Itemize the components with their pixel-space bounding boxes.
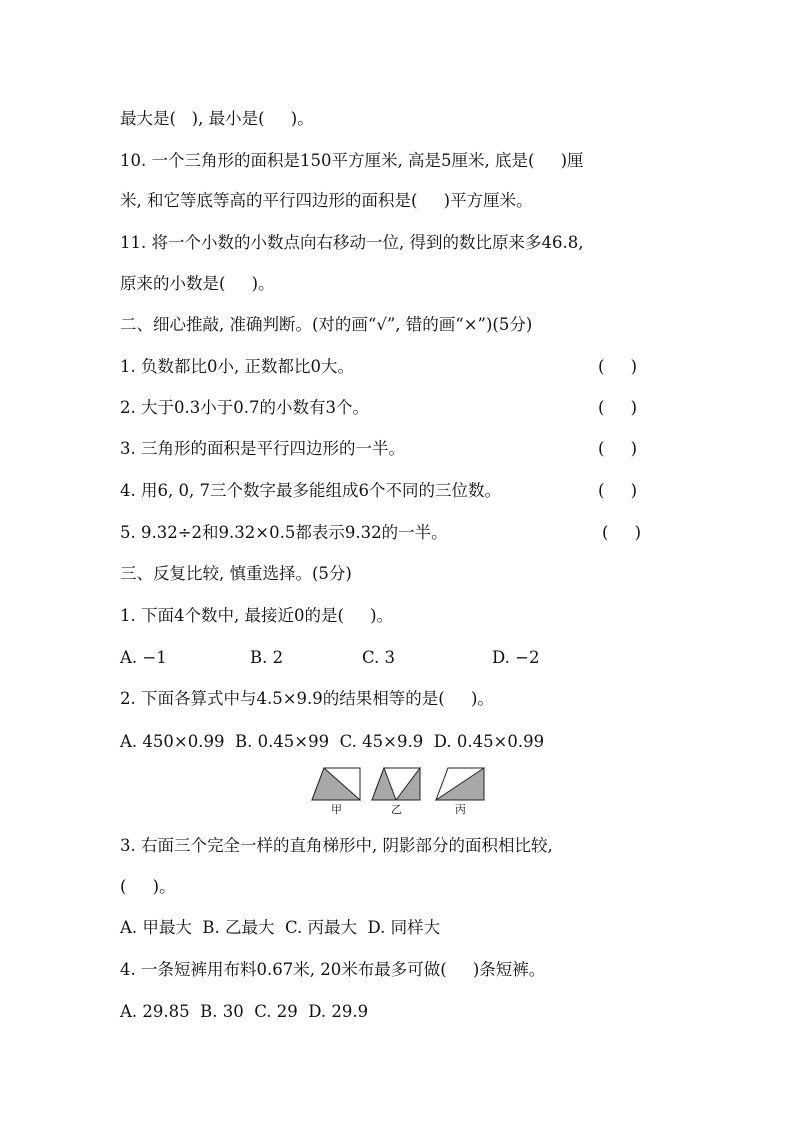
judge-answer-paren[interactable]: ( )	[598, 398, 638, 417]
figure-label-bing: 丙	[455, 803, 466, 816]
question-11-line-2: 原来的小数是( )。	[120, 274, 275, 293]
option-b[interactable]: B. 2	[250, 648, 284, 667]
choice-question-3-options[interactable]: A. 甲最大 B. 乙最大 C. 丙最大 D. 同样大	[120, 918, 441, 937]
option-d[interactable]: D. −2	[492, 648, 540, 667]
question-11-line-1: 11. 将一个小数的小数点向右移动一位, 得到的数比原来多46.8,	[120, 233, 584, 252]
judge-answer-paren[interactable]: ( )	[598, 357, 638, 376]
judge-answer-paren[interactable]: ( )	[602, 523, 642, 542]
choice-question-3-line-1: 3. 右面三个完全一样的直角梯形中, 阴影部分的面积相比较,	[120, 836, 553, 855]
figure-label-yi: 乙	[391, 803, 402, 816]
judge-item-2: 2. 大于0.3小于0.7的小数有3个。	[120, 398, 369, 417]
judge-answer-paren[interactable]: ( )	[598, 439, 638, 458]
choice-question-4: 4. 一条短裤用布料0.67米, 20米布最多可做( )条短裤。	[120, 960, 546, 979]
judge-item-1: 1. 负数都比0小, 正数都比0大。	[120, 357, 354, 376]
choice-question-3-line-2: ( )。	[120, 877, 176, 896]
question-10-line-2: 米, 和它等底等高的平行四边形的面积是( )平方厘米。	[120, 191, 533, 210]
figure-label-jia: 甲	[331, 803, 342, 816]
trapezoid-yi	[372, 768, 420, 800]
judge-item-3: 3. 三角形的面积是平行四边形的一半。	[120, 439, 405, 458]
choice-question-2: 2. 下面各算式中与4.5×9.9的结果相等的是( )。	[120, 689, 494, 708]
choice-question-2-options[interactable]: A. 450×0.99 B. 0.45×99 C. 45×9.9 D. 0.45×0.99	[120, 732, 545, 751]
trapezoid-jia	[312, 768, 360, 800]
choice-question-1: 1. 下面4个数中, 最接近0的是( )。	[120, 606, 394, 625]
question-10-line-1: 10. 一个三角形的面积是150平方厘米, 高是5厘米, 底是( )厘	[120, 151, 584, 170]
trapezoid-bing	[436, 768, 484, 800]
section-3-heading: 三、反复比较, 慎重选择。(5分)	[120, 564, 352, 583]
judge-answer-paren[interactable]: ( )	[598, 481, 638, 500]
section-2-heading: 二、细心推敲, 准确判断。(对的画“√”, 错的画“×”)(5分)	[120, 315, 533, 334]
judge-item-5: 5. 9.32÷2和9.32×0.5都表示9.32的一半。	[120, 523, 448, 542]
option-a[interactable]: A. −1	[120, 648, 167, 667]
choice-question-4-options[interactable]: A. 29.85 B. 30 C. 29 D. 29.9	[120, 1002, 369, 1021]
trapezoid-figure	[308, 766, 488, 826]
text-line: 最大是( ), 最小是( )。	[120, 109, 314, 128]
option-c[interactable]: C. 3	[362, 648, 396, 667]
judge-item-4: 4. 用6, 0, 7三个数字最多能组成6个不同的三位数。	[120, 481, 501, 500]
